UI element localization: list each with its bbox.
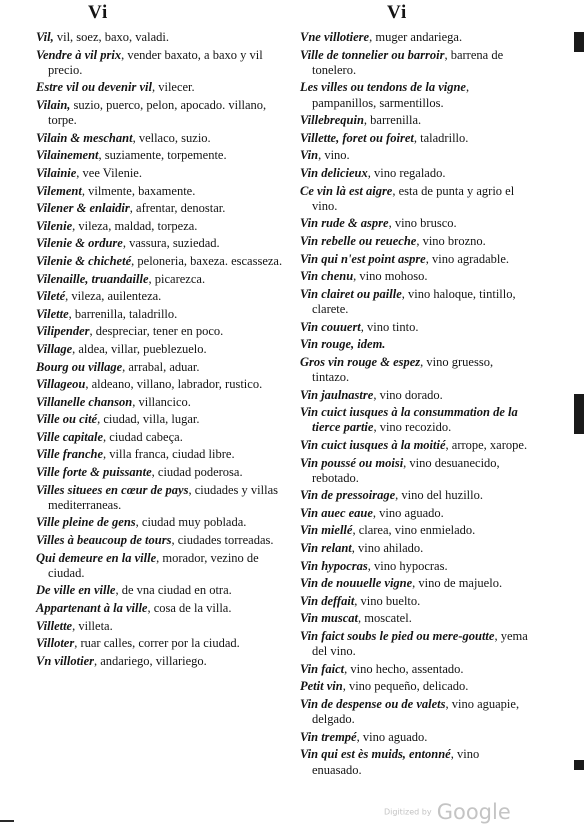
entry-translation: , vino del huzillo. <box>395 488 483 503</box>
entry-headword: Les villes ou tendons de la vigne <box>300 80 466 95</box>
entry-headword: Villageou <box>36 377 86 392</box>
entry-headword: Ville capitale <box>36 429 104 444</box>
dictionary-entry <box>36 236 288 251</box>
page-edge-mark <box>574 760 584 770</box>
entry-translation: , vee Vilenie. <box>76 165 142 180</box>
dictionary-entry <box>36 654 288 669</box>
dictionary-entry <box>36 166 288 181</box>
dictionary-entry <box>300 611 528 626</box>
dictionary-entry <box>300 355 528 385</box>
entry-headword: Vil, <box>36 30 54 44</box>
entry-translation: , vino hypocras. <box>367 558 448 573</box>
entry-translation: , vino enuasado. <box>312 747 480 777</box>
entry-headword: Villes à beaucoup de tours <box>36 533 172 548</box>
entry-headword: Vin qui est ès muids, entonné <box>300 747 451 762</box>
entry-translation: , vino regalado. <box>367 165 446 180</box>
dictionary-entry <box>300 662 528 677</box>
dictionary-entry <box>36 324 288 339</box>
entry-translation: , ciudades torreadas. <box>171 533 274 548</box>
entry-translation: , clarea, vino enmielado. <box>352 523 476 538</box>
dictionary-entry <box>36 342 288 357</box>
entry-headword: Vin de pressoirage <box>300 488 396 503</box>
dictionary-entry <box>300 388 528 403</box>
entry-headword: Vilette <box>36 306 69 321</box>
running-head-left: Vi <box>88 2 109 23</box>
entry-headword: Vin couuert <box>300 319 361 334</box>
entry-translation: , esta de punta y agrio el vino. <box>312 183 515 213</box>
entry-translation: , vellaco, suzio. <box>132 130 211 145</box>
dictionary-entry <box>300 148 528 163</box>
entry-translation: , vilmente, baxamente. <box>81 183 196 198</box>
entry-headword: Villette <box>36 618 73 633</box>
dictionary-entry <box>300 337 528 352</box>
dictionary-entry <box>300 594 528 609</box>
dictionary-entry <box>36 636 288 651</box>
entry-translation: , vino desuanecido, rebotado. <box>312 455 500 485</box>
entry-translation: , vino brozno. <box>416 233 486 248</box>
entry-headword: Bourg ou village <box>36 359 123 374</box>
entry-headword: Vin de despense ou de valets <box>300 697 446 712</box>
entry-translation: , moscatel. <box>358 611 412 626</box>
dictionary-entry <box>300 269 528 284</box>
entry-translation: , aldeano, villano, labrador, rustico. <box>85 377 263 392</box>
entry-headword: Vin de nouuelle vigne <box>300 576 413 591</box>
entry-headword: Vn villotier <box>36 653 94 668</box>
entry-headword: Qui demeure en la ville <box>36 550 157 565</box>
entry-translation: , ciudad cabeça. <box>103 429 183 444</box>
dictionary-entry <box>36 80 288 95</box>
entry-headword: Ville forte & puissante <box>36 465 152 480</box>
entry-headword: Vin jaulnastre <box>300 387 374 402</box>
dictionary-entry <box>36 30 288 45</box>
entry-translation: , barrena de tonelero. <box>312 47 504 77</box>
entry-translation: , barrenilla, taladrillo. <box>68 306 178 321</box>
entry-translation: , vino gruesso, tintazo. <box>312 354 494 384</box>
entry-translation: , suziamente, torpemente. <box>98 148 227 163</box>
dictionary-entry <box>300 287 528 317</box>
dictionary-entry <box>36 254 288 269</box>
entry-translation: , vilecer. <box>151 80 195 95</box>
entry-headword: Vin clairet ou paille <box>300 286 402 301</box>
digitized-watermark <box>384 800 511 824</box>
dictionary-entry <box>36 601 288 616</box>
entry-headword: Estre vil ou devenir vil <box>36 80 152 95</box>
entry-translation: , vino haloque, tintillo, clarete. <box>312 286 516 316</box>
entry-translation: , vino mohoso. <box>353 269 428 284</box>
entry-translation: , vileza, maldad, torpeza. <box>72 218 198 233</box>
entry-headword: Vileté <box>36 289 66 304</box>
entry-translation: suzio, puerco, pelon, apocado. villano, torpe. <box>48 97 267 128</box>
entry-headword: Vin rebelle ou reueche <box>300 233 417 248</box>
entry-translation: , vino recozido. <box>373 420 452 435</box>
dictionary-entry <box>36 447 288 462</box>
entry-headword: Villanelle chanson <box>36 394 133 409</box>
entry-translation: , ciudad poderosa. <box>151 465 243 480</box>
entry-translation: , morador, vezino de ciudad. <box>48 550 259 580</box>
entry-headword: Vin cuict iusques à la moitié <box>300 437 446 452</box>
page-edge-mark <box>574 394 584 434</box>
entry-headword: Vin <box>300 148 319 163</box>
dictionary-entry <box>36 307 288 322</box>
entry-translation: , taladrillo. <box>413 130 469 145</box>
entry-translation: , yema del vino. <box>312 629 528 659</box>
entry-translation: , arrope, xarope. <box>445 437 528 452</box>
entry-translation: , villancico. <box>132 394 191 409</box>
entry-headword: Vin relant <box>300 541 352 556</box>
dictionary-entry <box>300 679 528 694</box>
entry-headword: Vin faict soubs le pied ou mere-goutte <box>300 629 495 644</box>
dictionary-entry <box>36 201 288 216</box>
dictionary-entry <box>36 551 288 581</box>
dictionary-entry <box>36 289 288 304</box>
entry-translation: , ciudad, villa, lugar. <box>97 412 200 427</box>
entry-headword: Vilenaille, truandaille <box>36 271 149 286</box>
dictionary-entry <box>300 252 528 267</box>
entry-translation: , picarezca. <box>148 271 206 286</box>
dictionary-entry <box>36 619 288 634</box>
entry-translation: , vino aguado. <box>356 729 428 744</box>
entry-headword: Vin delicieux <box>300 165 368 180</box>
entry-headword: Vin cuict iusques à la consummation de la tierce partie <box>300 405 518 435</box>
dictionary-entry <box>300 234 528 249</box>
entry-translation: , ciudades y villas mediterraneas. <box>48 482 279 512</box>
entry-headword: Vin faict <box>300 661 345 676</box>
watermark-prefix: Digitized by <box>384 807 432 817</box>
dictionary-entry <box>300 405 528 435</box>
entry-translation: , arrabal, aduar. <box>122 359 200 374</box>
entry-translation: , vino ahilado. <box>351 541 424 556</box>
running-head-right: Vi <box>387 2 408 23</box>
entry-translation: , vileza, auilenteza. <box>65 289 162 304</box>
dictionary-entry <box>300 80 528 110</box>
entry-translation: , ruar calles, correr por la ciudad. <box>74 636 240 651</box>
entry-translation: , aldea, villar, pueblezuelo. <box>72 341 207 356</box>
entry-headword: Vilainement <box>36 148 99 163</box>
dictionary-entry <box>300 131 528 146</box>
entry-headword: Vin deffait <box>300 593 355 608</box>
dictionary-entry <box>300 506 528 521</box>
dictionary-entry <box>300 747 528 777</box>
dictionary-entry <box>300 216 528 231</box>
dictionary-entry <box>36 533 288 548</box>
entry-translation: , vino de majuelo. <box>412 576 503 591</box>
dictionary-entry <box>300 184 528 214</box>
entry-headword: De ville en ville <box>36 583 116 598</box>
entry-translation: , barrenilla. <box>363 113 422 128</box>
dictionary-entry <box>36 583 288 598</box>
entry-headword: Vin poussé ou moisi <box>300 455 404 470</box>
page-corner-mark <box>0 820 14 822</box>
dictionary-entry <box>300 629 528 659</box>
entry-headword: Ville de tonnelier ou barroir <box>300 47 445 62</box>
dictionary-entry <box>300 576 528 591</box>
entry-translation: , de vna ciudad en otra. <box>115 583 232 598</box>
entry-translation: , cosa de la villa. <box>147 601 232 616</box>
entry-headword: Vilement <box>36 183 82 198</box>
entry-translation: , vino hecho, assentado. <box>344 661 464 676</box>
entry-headword: Villoter <box>36 636 75 651</box>
entry-translation: , vino dorado. <box>373 387 443 402</box>
entry-translation: , vino. <box>318 148 350 163</box>
entry-translation: , vino agradable. <box>425 251 510 266</box>
google-logo-text: Google <box>436 800 511 824</box>
entry-headword: Vin qui n'est point aspre <box>300 251 426 266</box>
entry-translation: , vino pequeño, delicado. <box>342 679 469 694</box>
entry-translation: , muger andariega. <box>369 30 463 44</box>
dictionary-entry <box>36 465 288 480</box>
entry-headword: Ville pleine de gens <box>36 515 136 530</box>
dictionary-entry <box>300 113 528 128</box>
entry-headword: Vendre à vil prix <box>36 47 122 62</box>
entry-headword: Vin trempé <box>300 729 357 744</box>
dictionary-entry <box>36 98 288 128</box>
dictionary-entry <box>300 30 528 45</box>
entry-headword: Ville franche <box>36 447 104 462</box>
dictionary-entry <box>300 456 528 486</box>
entry-translation: , afrentar, denostar. <box>129 201 226 216</box>
dictionary-entry <box>300 730 528 745</box>
entry-translation: , villa franca, ciudad libre. <box>103 447 235 462</box>
dictionary-entry <box>36 515 288 530</box>
entry-translation: vil, soez, baxo, valadi. <box>53 30 169 44</box>
entry-headword: Vilenie & chicheté <box>36 253 132 268</box>
dictionary-entry <box>36 184 288 199</box>
entry-translation: , despreciar, tener en poco. <box>89 324 224 339</box>
entry-headword: Villes situees en cœur de pays <box>36 482 189 497</box>
left-column <box>36 30 288 671</box>
page-edge-mark <box>574 32 584 52</box>
entry-headword: Vne villotiere <box>300 30 370 44</box>
entry-translation: , vino buelto. <box>354 593 421 608</box>
entry-headword: Vin muscat <box>300 611 359 626</box>
dictionary-entry <box>300 488 528 503</box>
entry-headword: Vilenie & ordure <box>36 236 123 251</box>
dictionary-entry <box>300 48 528 78</box>
entry-translation: , vino aguapie, delgado. <box>312 697 520 727</box>
entry-translation: , peloneria, baxeza. escasseza. <box>131 253 283 268</box>
dictionary-entry <box>300 541 528 556</box>
entry-headword: Vin rude & aspre <box>300 216 389 231</box>
dictionary-entry <box>36 483 288 513</box>
dictionary-entry <box>300 559 528 574</box>
entry-headword: Appartenant à la ville <box>36 601 148 616</box>
entry-headword: Vilain & meschant <box>36 130 133 145</box>
dictionary-entry <box>300 523 528 538</box>
entry-headword: Vin chenu <box>300 269 354 284</box>
dictionary-entry <box>300 697 528 727</box>
entry-translation: , vino aguado. <box>372 505 444 520</box>
entry-headword: Vilipender <box>36 324 90 339</box>
entry-translation: , pampanillos, sarmentillos. <box>312 80 470 110</box>
dictionary-entry <box>36 48 288 78</box>
dictionary-entry <box>36 360 288 375</box>
dictionary-entry <box>36 430 288 445</box>
dictionary-entry <box>36 377 288 392</box>
dictionary-entry <box>36 272 288 287</box>
entry-headword: Vin miellé <box>300 523 353 538</box>
entry-headword: Vilener & enlaidir <box>36 201 130 216</box>
entry-headword: Vilenie <box>36 218 73 233</box>
entry-headword: Villebrequin <box>300 113 364 128</box>
entry-translation: , vassura, suziedad. <box>122 236 220 251</box>
right-column <box>300 30 528 780</box>
entry-headword: Ville ou cité <box>36 412 98 427</box>
entry-translation: , vender baxato, a baxo y vil precio. <box>48 47 263 77</box>
dictionary-entry <box>300 438 528 453</box>
entry-headword: Villette, foret ou foiret <box>300 130 414 145</box>
entry-headword: Vilain, <box>36 97 71 112</box>
entry-translation: , villeta. <box>72 618 113 633</box>
entry-translation: , andariego, villariego. <box>94 653 207 668</box>
dictionary-entry <box>36 395 288 410</box>
entry-headword: Gros vin rouge & espez <box>300 354 421 369</box>
entry-translation: , ciudad muy poblada. <box>135 515 247 530</box>
entry-headword: Vin auec eaue <box>300 505 373 520</box>
entry-headword: Petit vin <box>300 679 343 694</box>
dictionary-entry <box>300 320 528 335</box>
dictionary-entry <box>300 166 528 181</box>
dictionary-entry <box>36 219 288 234</box>
dictionary-entry <box>36 148 288 163</box>
entry-translation: , vino tinto. <box>360 319 419 334</box>
entry-headword: Ce vin là est aigre <box>300 183 393 198</box>
entry-translation: , vino brusco. <box>388 216 457 231</box>
dictionary-entry <box>36 131 288 146</box>
entry-headword: Vin rouge, idem. <box>300 337 386 352</box>
dictionary-entry <box>36 412 288 427</box>
entry-headword: Vilainie <box>36 165 77 180</box>
entry-headword: Vin hypocras <box>300 558 368 573</box>
entry-headword: Village <box>36 341 73 356</box>
